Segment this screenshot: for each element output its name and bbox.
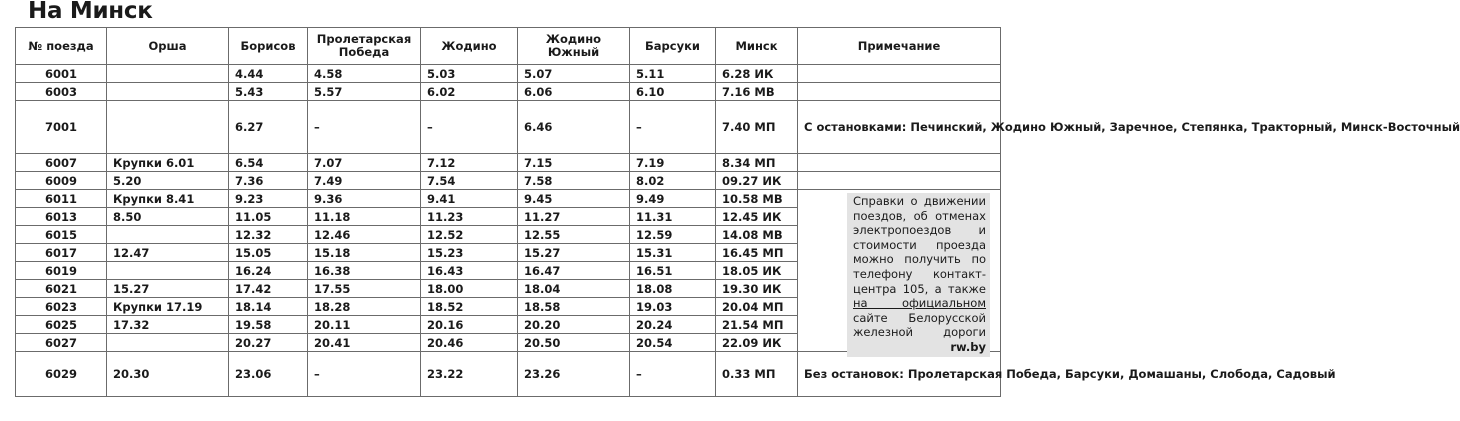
train-number: 6003 bbox=[16, 83, 107, 101]
table-row bbox=[16, 101, 1001, 154]
minsk-time: 12.45 ИК bbox=[716, 208, 798, 226]
zhodino-yuzhny-time: 11.27 bbox=[518, 208, 630, 226]
orsha-time: Крупки 8.41 bbox=[107, 190, 229, 208]
borisov-time: 19.58 bbox=[229, 316, 308, 334]
col-header-zhodino: Жодино bbox=[421, 28, 518, 65]
borisov-time: 17.42 bbox=[229, 280, 308, 298]
note-7001: С остановками: Печинский, Жодино Южный, Заречное, Степянка, Тракторный, Минск-Восточный bbox=[798, 101, 1001, 154]
minsk-time: 20.04 МП bbox=[716, 298, 798, 316]
note-empty bbox=[798, 65, 1001, 83]
orsha-time: 15.27 bbox=[107, 280, 229, 298]
zhodino-time: 12.52 bbox=[421, 226, 518, 244]
pobeda-time: 7.49 bbox=[308, 172, 421, 190]
minsk-time: 7.16 МВ bbox=[716, 83, 798, 101]
pobeda-time: 20.11 bbox=[308, 316, 421, 334]
orsha-time: 5.20 bbox=[107, 172, 229, 190]
train-number: 6017 bbox=[16, 244, 107, 262]
minsk-time: 14.08 МВ bbox=[716, 226, 798, 244]
zhodino-time: 20.16 bbox=[421, 316, 518, 334]
orsha-time bbox=[107, 334, 229, 352]
table-row bbox=[16, 172, 1001, 190]
table-row bbox=[16, 65, 1001, 83]
zhodino-time: 5.03 bbox=[421, 65, 518, 83]
borisov-time: 5.43 bbox=[229, 83, 308, 101]
orsha-time: 17.32 bbox=[107, 316, 229, 334]
borisov-time: 6.27 bbox=[229, 101, 308, 154]
orsha-time: Крупки 17.19 bbox=[107, 298, 229, 316]
train-number: 6001 bbox=[16, 65, 107, 83]
borisov-time: 12.32 bbox=[229, 226, 308, 244]
barsuki-time: 18.08 bbox=[630, 280, 716, 298]
zhodino-yuzhny-time: 20.50 bbox=[518, 334, 630, 352]
table-row bbox=[16, 154, 1001, 172]
barsuki-time: 15.31 bbox=[630, 244, 716, 262]
zhodino-time: 11.23 bbox=[421, 208, 518, 226]
pobeda-time: 7.07 bbox=[308, 154, 421, 172]
borisov-time: 11.05 bbox=[229, 208, 308, 226]
zhodino-yuzhny-time: 5.07 bbox=[518, 65, 630, 83]
minsk-time: 22.09 ИК bbox=[716, 334, 798, 352]
borisov-time: 9.23 bbox=[229, 190, 308, 208]
train-number: 6013 bbox=[16, 208, 107, 226]
minsk-time: 6.28 ИК bbox=[716, 65, 798, 83]
zhodino-time: 20.46 bbox=[421, 334, 518, 352]
barsuki-time: 9.49 bbox=[630, 190, 716, 208]
barsuki-time: 6.10 bbox=[630, 83, 716, 101]
zhodino-yuzhny-time: 20.20 bbox=[518, 316, 630, 334]
orsha-time: 8.50 bbox=[107, 208, 229, 226]
zhodino-yuzhny-time: 7.15 bbox=[518, 154, 630, 172]
zhodino-time: 23.22 bbox=[421, 352, 518, 397]
pobeda-time: 17.55 bbox=[308, 280, 421, 298]
site-url[interactable]: rw.by bbox=[950, 339, 986, 354]
barsuki-time: 16.51 bbox=[630, 262, 716, 280]
schedule-body bbox=[16, 65, 1460, 397]
minsk-time: 18.05 ИК bbox=[716, 262, 798, 280]
info-text-tail: сайте Белорусской железной дороги bbox=[853, 310, 986, 340]
minsk-time: 0.33 МП bbox=[716, 352, 798, 397]
barsuki-time: 19.03 bbox=[630, 298, 716, 316]
pobeda-time: 15.18 bbox=[308, 244, 421, 262]
zhodino-time: 9.41 bbox=[421, 190, 518, 208]
orsha-time bbox=[107, 65, 229, 83]
col-header-borisov: Борисов bbox=[229, 28, 308, 65]
train-number: 6021 bbox=[16, 280, 107, 298]
zhodino-yuzhny-time: 23.26 bbox=[518, 352, 630, 397]
train-number: 6011 bbox=[16, 190, 107, 208]
zhodino-time: 18.00 bbox=[421, 280, 518, 298]
note-info-cell bbox=[798, 190, 1001, 352]
train-number: 6009 bbox=[16, 172, 107, 190]
zhodino-yuzhny-time: 6.46 bbox=[518, 101, 630, 154]
pobeda-time: – bbox=[308, 352, 421, 397]
minsk-time: 19.30 ИК bbox=[716, 280, 798, 298]
pobeda-time: 18.28 bbox=[308, 298, 421, 316]
pobeda-time: 11.18 bbox=[308, 208, 421, 226]
col-header-train: № поезда bbox=[16, 28, 107, 65]
col-header-barsuki: Барсуки bbox=[630, 28, 716, 65]
zhodino-time: 16.43 bbox=[421, 262, 518, 280]
info-box bbox=[847, 193, 990, 357]
page-title: На Минск bbox=[28, 0, 153, 24]
barsuki-time: 20.24 bbox=[630, 316, 716, 334]
pobeda-time: 5.57 bbox=[308, 83, 421, 101]
train-number: 6007 bbox=[16, 154, 107, 172]
col-header-note: Примечание bbox=[798, 28, 1001, 65]
barsuki-time: 20.54 bbox=[630, 334, 716, 352]
minsk-time: 16.45 МП bbox=[716, 244, 798, 262]
pobeda-time: 9.36 bbox=[308, 190, 421, 208]
borisov-time: 7.36 bbox=[229, 172, 308, 190]
col-header-zhodino-yuzhny: Жодино Южный bbox=[518, 28, 630, 65]
zhodino-yuzhny-time: 18.58 bbox=[518, 298, 630, 316]
zhodino-yuzhny-time: 7.58 bbox=[518, 172, 630, 190]
barsuki-time: 5.11 bbox=[630, 65, 716, 83]
info-text: Справки о движении поездов, об отменах электропоездов и стоимости проезда можно получить по телефону контакт-центра 105, а также bbox=[853, 194, 986, 296]
header-row bbox=[16, 28, 1001, 65]
official-site-link[interactable]: на официальном bbox=[853, 296, 986, 311]
table-row bbox=[16, 190, 1001, 208]
orsha-time bbox=[107, 83, 229, 101]
borisov-time: 4.44 bbox=[229, 65, 308, 83]
barsuki-time: – bbox=[630, 352, 716, 397]
train-schedule-table bbox=[15, 27, 1460, 397]
zhodino-time: 7.12 bbox=[421, 154, 518, 172]
col-header-pobeda: Пролетарская Победа bbox=[308, 28, 421, 65]
borisov-time: 20.27 bbox=[229, 334, 308, 352]
pobeda-time: – bbox=[308, 101, 421, 154]
zhodino-yuzhny-time: 15.27 bbox=[518, 244, 630, 262]
note-6029: Без остановок: Пролетарская Победа, Барсуки, Домашаны, Слобода, Садовый bbox=[798, 352, 1001, 397]
minsk-time: 10.58 МВ bbox=[716, 190, 798, 208]
barsuki-time: 8.02 bbox=[630, 172, 716, 190]
col-header-orsha: Орша bbox=[107, 28, 229, 65]
orsha-time: Крупки 6.01 bbox=[107, 154, 229, 172]
note-empty bbox=[798, 172, 1001, 190]
orsha-time bbox=[107, 262, 229, 280]
table-row bbox=[16, 352, 1001, 397]
barsuki-time: 12.59 bbox=[630, 226, 716, 244]
note-empty bbox=[798, 83, 1001, 101]
minsk-time: 8.34 МП bbox=[716, 154, 798, 172]
zhodino-yuzhny-time: 12.55 bbox=[518, 226, 630, 244]
barsuki-time: 11.31 bbox=[630, 208, 716, 226]
zhodino-time: 18.52 bbox=[421, 298, 518, 316]
zhodino-time: – bbox=[421, 101, 518, 154]
train-number: 6015 bbox=[16, 226, 107, 244]
train-number: 6023 bbox=[16, 298, 107, 316]
zhodino-time: 6.02 bbox=[421, 83, 518, 101]
note-empty bbox=[798, 154, 1001, 172]
train-number: 7001 bbox=[16, 101, 107, 154]
col-header-minsk: Минск bbox=[716, 28, 798, 65]
minsk-time: 7.40 МП bbox=[716, 101, 798, 154]
zhodino-time: 15.23 bbox=[421, 244, 518, 262]
pobeda-time: 20.41 bbox=[308, 334, 421, 352]
borisov-time: 6.54 bbox=[229, 154, 308, 172]
zhodino-yuzhny-time: 9.45 bbox=[518, 190, 630, 208]
minsk-time: 21.54 МП bbox=[716, 316, 798, 334]
orsha-time: 20.30 bbox=[107, 352, 229, 397]
train-number: 6025 bbox=[16, 316, 107, 334]
borisov-time: 23.06 bbox=[229, 352, 308, 397]
zhodino-time: 7.54 bbox=[421, 172, 518, 190]
train-number: 6029 bbox=[16, 352, 107, 397]
train-number: 6027 bbox=[16, 334, 107, 352]
orsha-time bbox=[107, 101, 229, 154]
pobeda-time: 12.46 bbox=[308, 226, 421, 244]
minsk-time: 09.27 ИК bbox=[716, 172, 798, 190]
table-row bbox=[16, 83, 1001, 101]
barsuki-time: – bbox=[630, 101, 716, 154]
zhodino-yuzhny-time: 6.06 bbox=[518, 83, 630, 101]
zhodino-yuzhny-time: 16.47 bbox=[518, 262, 630, 280]
orsha-time bbox=[107, 226, 229, 244]
borisov-time: 15.05 bbox=[229, 244, 308, 262]
borisov-time: 16.24 bbox=[229, 262, 308, 280]
orsha-time: 12.47 bbox=[107, 244, 229, 262]
train-number: 6019 bbox=[16, 262, 107, 280]
barsuki-time: 7.19 bbox=[630, 154, 716, 172]
pobeda-time: 16.38 bbox=[308, 262, 421, 280]
zhodino-yuzhny-time: 18.04 bbox=[518, 280, 630, 298]
pobeda-time: 4.58 bbox=[308, 65, 421, 83]
borisov-time: 18.14 bbox=[229, 298, 308, 316]
